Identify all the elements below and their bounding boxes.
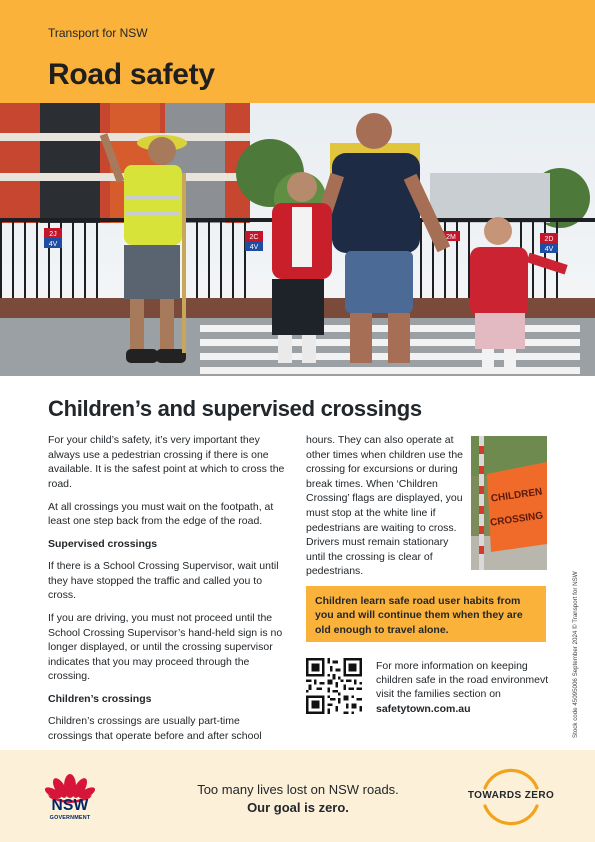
organisation-name: Transport for NSW: [48, 26, 148, 40]
body-column-right: [306, 433, 463, 587]
paragraph: For your child’s safety, it’s very important they always use a pedestrian crossing if there is one available. It is the safest point at which to cross the road.: [48, 434, 285, 490]
callout-box: Children learn safe road user habits from you and will continue them when they are old enough to travel alone.: [306, 586, 546, 642]
page-title: Road safety: [48, 58, 215, 91]
section-heading: Children’s and supervised crossings: [48, 396, 422, 421]
sign-label: 4V: [544, 246, 554, 253]
paragraph: If there is a School Crossing Supervisor, wait until they have stopped the traffic and called you to cross.: [48, 559, 279, 602]
sign-label: 4V: [48, 241, 58, 248]
flag-text-line1: CHILDREN: [490, 486, 544, 505]
more-info-body: For more information on keeping children safe in the road environmevt visit the families section on: [376, 660, 549, 701]
body-column-left: [48, 433, 286, 752]
sign-label: 2D: [544, 236, 554, 243]
paragraph: hours. They can also operate at other times when children use the crossing for excursions or during break times. When ‘Children Crossing’ flags are displayed, you must stop at the white line if pedestrians are waiting to cross. Drivers must remain stationary until the crossing is clear of pedestrians.: [306, 434, 464, 578]
hero-photo: [0, 103, 595, 376]
sign-label: 2C: [249, 234, 259, 241]
sign-label: 2M: [446, 234, 456, 241]
slogan-line-2: Our goal is zero.: [247, 800, 349, 815]
sign-label: 2J: [49, 231, 57, 238]
safetytown-link[interactable]: safetytown.com.au: [376, 702, 471, 715]
subheading-childrens-crossings: Children’s crossings: [48, 693, 152, 706]
nsw-wordmark: NSW: [51, 797, 89, 814]
nsw-government-label: GOVERNMENT: [49, 815, 91, 821]
towards-zero-wordmark: TOWARDS ZERO: [467, 790, 555, 801]
qr-code[interactable]: [306, 658, 362, 714]
children-crossing-flag-photo: [471, 436, 547, 570]
paragraph: At all crossings you must wait on the footpath, at least one step back from the edge of the road.: [48, 500, 274, 528]
stock-code: Stock code 45095006 September 2024 © Transport for NSW: [572, 571, 579, 738]
more-info-text: [376, 659, 551, 716]
slogan-line-1: Too many lives lost on NSW roads.: [197, 782, 399, 797]
paragraph: Children’s crossings are usually part-time crossings that operate before and after school: [48, 715, 262, 742]
subheading-supervised-crossings: Supervised crossings: [48, 538, 158, 551]
hero-photo-illustration: [0, 103, 595, 376]
paragraph: If you are driving, you must not proceed until the School Crossing Supervisor’s hand-held sign is no longer displayed, or until the crossing supervisor indicates that you may proceed through the crossing.: [48, 612, 283, 683]
sign-label: 4V: [249, 244, 259, 251]
flag-text-line2: CROSSING: [489, 510, 544, 529]
